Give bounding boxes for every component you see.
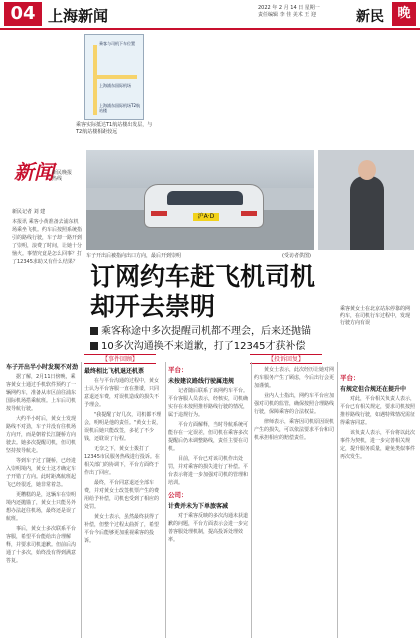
column-divider	[165, 362, 166, 638]
column-divider	[251, 362, 252, 638]
issue-info	[258, 5, 350, 19]
column-heading: 车子开出半小时发现不对劲	[6, 364, 78, 371]
paragraph: 据了解，2月11日傍晚，乘客黄女士通过手机软件预约了一辆网约车，准备从市区前往浦东国际机场搭乘航班。上车后司机按导航行驶。	[6, 374, 77, 412]
column-sub-line: 新民晚报	[52, 170, 73, 176]
newspaper-logo	[356, 2, 416, 28]
column-heading-red: 公司：	[168, 491, 188, 499]
column-subheading: 计费并未为下单旅客减	[168, 503, 229, 510]
route-map	[84, 34, 144, 120]
column-brand	[14, 156, 76, 200]
column-heading-red: 平台：	[340, 374, 360, 382]
map-label-station: 上海浦东国际机场	[99, 83, 131, 88]
square-bullet-icon	[90, 342, 98, 350]
person-head	[358, 160, 376, 180]
photo-credit: (受访者供图)	[282, 253, 311, 259]
section-title: 上海新闻	[48, 7, 109, 25]
page-number: 04	[4, 2, 42, 26]
article-column-4	[254, 366, 334, 638]
subheadline-2	[90, 339, 330, 354]
article-column-3	[168, 362, 248, 638]
article-column-1	[6, 362, 78, 638]
column-sub-line: 热线	[52, 176, 63, 182]
column-heading-red: 平台：	[168, 366, 188, 374]
paragraph: 业内人士指出，网约车平台应加强对司机的监管，确保按照合理路线行驶，保障乘客的合法权益。	[254, 393, 334, 415]
car-taillight	[151, 211, 167, 216]
tag-event-review: 【事件回顾】	[84, 354, 156, 364]
column-subheading: 有规定但合规还在提升中	[340, 386, 407, 393]
logo-text: 新民	[356, 9, 384, 25]
column-logo: 新闻	[14, 160, 54, 184]
issue-editor: 责任编辑 李 佳 美术 王 迎	[258, 12, 316, 18]
paragraph: 记者随后联系了该网约车平台。平台客服人员表示，经核实，司机确实存在未按照推荐路线行驶的情况，属于违规行为。	[168, 388, 248, 418]
paragraph: 更糟糕的是，这辆车在崇明境内还抛锚了，黄女士只能另外想办法赶往机场，最终还是误了航班。	[6, 492, 77, 522]
issue-date: 2022 年 2 月 14 日 星期一	[258, 5, 320, 11]
subheadline	[90, 324, 330, 354]
paragraph: 大约半小时后，黄女士发现路线不对劲，车子并没有往机场方向开，而是朝着长江隧桥方向驶去。她多次提醒司机，但司机坚持按导航走。	[6, 416, 77, 454]
article-column-2	[84, 366, 162, 638]
column-subheading: 未按建议路线行驶属违规	[168, 378, 235, 385]
column-sub	[52, 170, 72, 182]
paragraph: 无奈之下，黄女士拨打了12345市民服务热线进行投诉。在相关部门的协调下，平台方面终于作出了回应。	[84, 446, 160, 476]
subheadline-text: 乘客称途中多次提醒司机都不理会，后来还抛锚	[101, 326, 311, 337]
subheadline-1	[90, 324, 330, 339]
column-heading: 最终相比飞机退还机票	[84, 368, 145, 375]
paragraph: 事后，黄女士多次联系平台客服，希望平台能给出合理解释，并要求司机道歉。但前后沟通了十多次，始终没有得到满意答复。	[6, 526, 77, 564]
car-photo	[86, 150, 314, 250]
headline: 订网约车赶飞机司机却开去崇明	[90, 262, 316, 321]
paragraph: 最终，平台同意退还全部车费，并对黄女士改签机票产生的费用给予补偿，司机也受到了相应的处罚。	[84, 480, 160, 510]
article-column-5	[340, 370, 416, 638]
photo-caption: 车子开出后被指向出口方向，最后开到崇明	[86, 253, 182, 259]
paragraph: "我提醒了好几次，司机都不理会，明明是他的责任。"黄女士说，误机后她只能改签，多花了不少钱，还耽误了行程。	[84, 412, 162, 442]
paragraph: 黄女士表示，虽然最终获得了补偿，但整个过程太曲折了，希望平台今后能够更加重视乘客的投诉。	[84, 514, 160, 544]
reporter-byline: 新民记者 刘 建	[12, 209, 46, 215]
license-plate: 沪A·D	[193, 213, 219, 221]
page-header	[0, 0, 420, 30]
square-bullet-icon	[90, 327, 98, 335]
paragraph: 在与平台沟通的过程中，黄女士认为平台客服一直在推诿，只同意退还车费，对误机造成的损失不予理会。	[84, 378, 160, 408]
tag-complaint-reply: 【投诉回复】	[250, 354, 322, 364]
paragraph: 该负责人表示，平台将以此次事件为契机，进一步完善相关规定，提升服务质量，避免类似事件再次发生。	[340, 430, 416, 460]
paragraph: 目前，平台已对该司机作出处罚，并对乘客的损失进行了补偿。平台表示将进一步加强对司机的管理和培训。	[168, 456, 248, 486]
subheadline-text: 10多次沟通换不来道歉，打了12345才获补偿	[101, 341, 306, 352]
paragraph: 对于乘客反映的多次沟通未获道歉的问题，平台方面表示会进一步完善客服处理机制，提高投诉处理效率。	[168, 513, 248, 543]
map-label-top: 乘客与司机下车位置	[99, 41, 135, 46]
car-rear-window	[167, 191, 243, 205]
paragraph: 黄女士表示，此次经历让她对网约车服务产生了顾虑，今后出行会更加谨慎。	[254, 367, 334, 389]
car-taillight	[241, 211, 257, 216]
column-divider	[337, 362, 338, 638]
paragraph: 对此，平台相关负责人表示，平台已有相关规定，要求司机按照推荐路线行驶，如遇特殊情况需征得乘客同意。	[340, 396, 416, 426]
photo-sky	[86, 150, 314, 188]
map-caption: 乘客实际抵达T1航站楼出发层，与T2航站楼相距较远	[76, 122, 153, 135]
map-road	[93, 45, 97, 115]
logo-seal: 晚	[392, 2, 416, 26]
paragraph: 等到车子过了隧桥，已经进入崇明境内，黄女士这才确定车子开错了方向。此时距离航班起飞已经很近，她非常着急。	[6, 458, 77, 488]
car-image	[144, 184, 264, 228]
map-label-bottom: 上海浦东国际机场T2航站楼	[99, 103, 140, 113]
map-road	[93, 75, 137, 79]
passenger-photo	[318, 150, 414, 250]
person-figure	[350, 176, 384, 250]
intro-text: 本报讯 乘客小黄准备去浦东机场乘坐飞机。约车后按照系统指引的路线行驶，车子却一路开到了崇明，浪费了时间，让她十分恼火。事情究竟是怎么回事？打了12345求助又有什么结果？	[12, 219, 83, 265]
column-divider	[81, 362, 82, 638]
passenger-photo-caption: 乘客黄女士在北京站东停靠的网约车，在司机行车过程中，发现行驶方向有误	[340, 306, 411, 326]
paragraph: 律师表示，乘客因司机原因误机产生的损失，可以依法要求平台和司机承担相应的赔偿责任。	[254, 419, 334, 441]
paragraph: 平台方面解释，当时导航系统可能存在一定误差，但司机在乘客多次提醒后仍未调整路线，责任主要在司机。	[168, 422, 248, 452]
